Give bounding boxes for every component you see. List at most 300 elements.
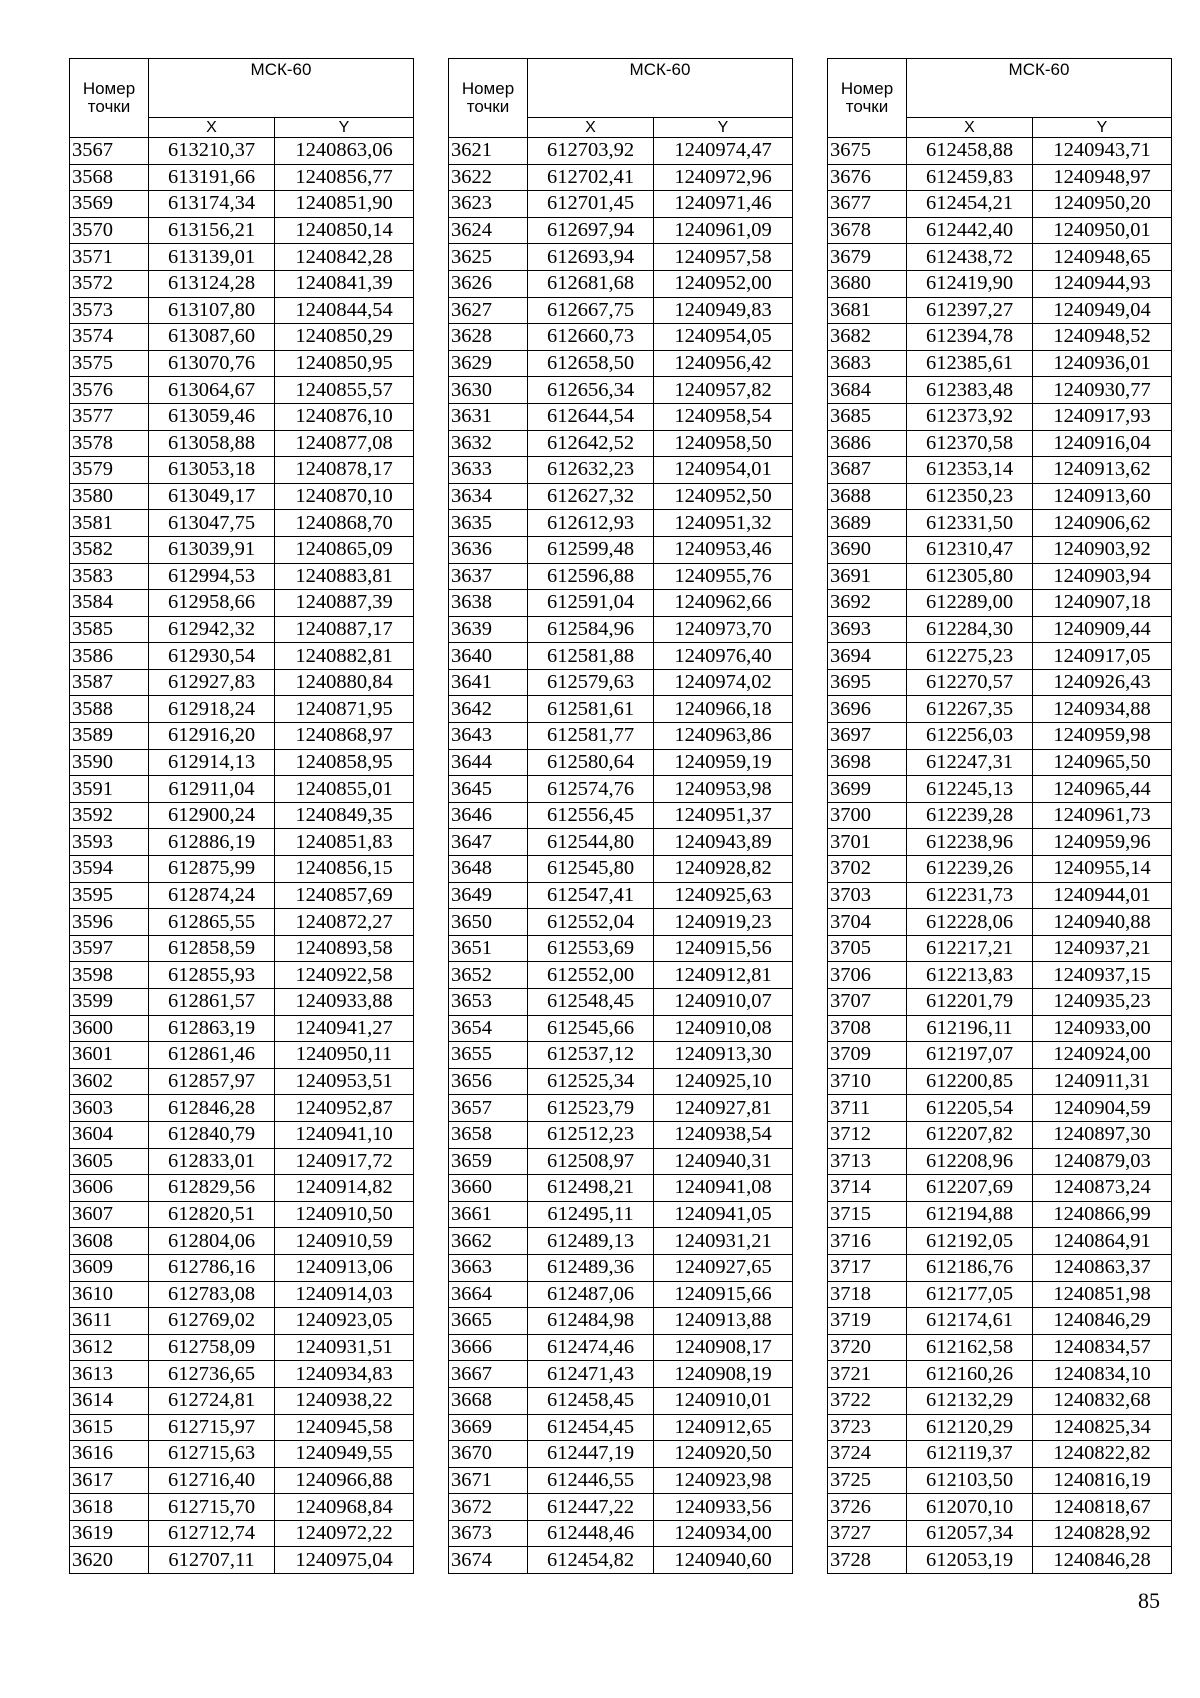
y-coordinate-cell: 1240818,67 (1033, 1494, 1172, 1521)
x-coordinate-cell: 613139,01 (149, 244, 275, 271)
table-row (828, 403, 1172, 430)
y-coordinate-cell: 1240958,50 (654, 430, 793, 457)
x-coordinate-cell: 612247,31 (907, 749, 1033, 776)
x-coordinate-cell: 612612,93 (528, 510, 654, 537)
y-column-header: Y (275, 117, 414, 137)
table-row (828, 1042, 1172, 1069)
y-coordinate-cell: 1240962,66 (654, 590, 793, 617)
x-coordinate-cell: 612373,92 (907, 403, 1033, 430)
point-number-cell: 3672 (449, 1494, 528, 1521)
x-coordinate-cell: 612553,69 (528, 935, 654, 962)
table-row (70, 829, 414, 856)
y-coordinate-cell: 1240906,62 (1033, 510, 1172, 537)
table-row (828, 643, 1172, 670)
table-row (828, 1387, 1172, 1414)
table-row (70, 802, 414, 829)
x-coordinate-cell: 612548,45 (528, 989, 654, 1016)
table-row (70, 1254, 414, 1281)
x-coordinate-cell: 612584,96 (528, 616, 654, 643)
point-number-cell: 3577 (70, 403, 149, 430)
x-coordinate-cell: 613058,88 (149, 430, 275, 457)
point-number-cell: 3683 (828, 350, 907, 377)
x-coordinate-cell: 612865,55 (149, 909, 275, 936)
point-number-cell: 3659 (449, 1148, 528, 1175)
coordinate-system-header: МСК-60 (149, 59, 414, 118)
x-coordinate-cell: 612596,88 (528, 563, 654, 590)
x-coordinate-cell: 612875,99 (149, 856, 275, 883)
y-coordinate-cell: 1240877,08 (275, 430, 414, 457)
x-coordinate-cell: 612498,21 (528, 1175, 654, 1202)
table-row (828, 1201, 1172, 1228)
x-coordinate-cell: 613070,76 (149, 350, 275, 377)
y-coordinate-cell: 1240957,58 (654, 244, 793, 271)
point-number-cell: 3583 (70, 563, 149, 590)
x-coordinate-cell: 612275,23 (907, 643, 1033, 670)
point-number-cell: 3568 (70, 164, 149, 191)
x-coordinate-cell: 612057,34 (907, 1520, 1033, 1547)
y-coordinate-cell: 1240912,65 (654, 1414, 793, 1441)
table-row (449, 1254, 793, 1281)
point-number-cell: 3615 (70, 1414, 149, 1441)
point-number-cell: 3656 (449, 1068, 528, 1095)
x-coordinate-cell: 612205,54 (907, 1095, 1033, 1122)
point-number-cell: 3625 (449, 244, 528, 271)
table-row (70, 696, 414, 723)
y-coordinate-cell: 1240949,55 (275, 1441, 414, 1468)
table-row (449, 457, 793, 484)
x-coordinate-cell: 612627,32 (528, 483, 654, 510)
point-number-cell: 3640 (449, 643, 528, 670)
x-coordinate-cell: 612591,04 (528, 590, 654, 617)
point-number-cell: 3681 (828, 297, 907, 324)
y-coordinate-cell: 1240873,24 (1033, 1175, 1172, 1202)
y-coordinate-cell: 1240856,77 (275, 164, 414, 191)
table-row (828, 882, 1172, 909)
table-row (828, 138, 1172, 165)
table-row (70, 616, 414, 643)
y-coordinate-cell: 1240915,66 (654, 1281, 793, 1308)
y-coordinate-cell: 1240948,97 (1033, 164, 1172, 191)
table-row (828, 1228, 1172, 1255)
y-coordinate-cell: 1240954,05 (654, 324, 793, 351)
point-number-cell: 3634 (449, 483, 528, 510)
point-number-cell: 3707 (828, 989, 907, 1016)
x-coordinate-cell: 612556,45 (528, 802, 654, 829)
table-row (449, 1281, 793, 1308)
x-coordinate-cell: 612208,96 (907, 1148, 1033, 1175)
table-row (828, 164, 1172, 191)
point-number-cell: 3661 (449, 1201, 528, 1228)
x-coordinate-cell: 612846,28 (149, 1095, 275, 1122)
x-coordinate-cell: 612484,98 (528, 1308, 654, 1335)
y-coordinate-cell: 1240956,42 (654, 350, 793, 377)
x-coordinate-cell: 612580,64 (528, 749, 654, 776)
table-row (70, 1228, 414, 1255)
table-row (828, 1015, 1172, 1042)
y-coordinate-cell: 1240904,59 (1033, 1095, 1172, 1122)
point-number-cell: 3721 (828, 1361, 907, 1388)
point-number-cell: 3689 (828, 510, 907, 537)
point-number-cell: 3671 (449, 1467, 528, 1494)
y-coordinate-cell: 1240963,86 (654, 723, 793, 750)
y-coordinate-cell: 1240887,17 (275, 616, 414, 643)
table-row (449, 270, 793, 297)
table-row (828, 483, 1172, 510)
coordinate-table-2 (448, 58, 793, 1574)
y-coordinate-cell: 1240968,84 (275, 1494, 414, 1521)
table-row (828, 324, 1172, 351)
point-number-cell: 3608 (70, 1228, 149, 1255)
point-number-cell: 3638 (449, 590, 528, 617)
table-row (449, 563, 793, 590)
point-number-cell: 3574 (70, 324, 149, 351)
x-coordinate-cell: 612783,08 (149, 1281, 275, 1308)
y-coordinate-cell: 1240910,07 (654, 989, 793, 1016)
y-coordinate-cell: 1240976,40 (654, 643, 793, 670)
point-number-cell: 3646 (449, 802, 528, 829)
x-coordinate-cell: 612701,45 (528, 191, 654, 218)
x-coordinate-cell: 612495,11 (528, 1201, 654, 1228)
table-row (449, 377, 793, 404)
x-coordinate-cell: 612447,22 (528, 1494, 654, 1521)
point-number-cell: 3601 (70, 1042, 149, 1069)
point-number-cell: 3579 (70, 457, 149, 484)
table-row (449, 616, 793, 643)
y-coordinate-cell: 1240934,83 (275, 1361, 414, 1388)
y-coordinate-cell: 1240951,37 (654, 802, 793, 829)
point-number-cell: 3680 (828, 270, 907, 297)
x-coordinate-cell: 612256,03 (907, 723, 1033, 750)
point-number-cell: 3606 (70, 1175, 149, 1202)
x-coordinate-cell: 612207,82 (907, 1121, 1033, 1148)
y-coordinate-cell: 1240940,60 (654, 1547, 793, 1574)
x-column-header: X (149, 117, 275, 137)
x-coordinate-cell: 612715,97 (149, 1414, 275, 1441)
table-row (449, 590, 793, 617)
y-coordinate-cell: 1240924,00 (1033, 1042, 1172, 1069)
x-coordinate-cell: 612454,82 (528, 1547, 654, 1574)
point-number-cell: 3667 (449, 1361, 528, 1388)
point-number-cell: 3674 (449, 1547, 528, 1574)
point-number-cell: 3705 (828, 935, 907, 962)
x-coordinate-cell: 612447,19 (528, 1441, 654, 1468)
y-coordinate-cell: 1240952,50 (654, 483, 793, 510)
table-row (828, 297, 1172, 324)
y-coordinate-cell: 1240941,27 (275, 1015, 414, 1042)
y-coordinate-cell: 1240937,21 (1033, 935, 1172, 962)
x-coordinate-cell: 612911,04 (149, 776, 275, 803)
point-number-cell: 3719 (828, 1308, 907, 1335)
point-number-cell: 3711 (828, 1095, 907, 1122)
point-number-cell: 3686 (828, 430, 907, 457)
y-coordinate-cell: 1240953,51 (275, 1068, 414, 1095)
coordinate-system-header: МСК-60 (907, 59, 1172, 118)
point-number-cell: 3589 (70, 723, 149, 750)
y-coordinate-cell: 1240972,22 (275, 1520, 414, 1547)
y-coordinate-cell: 1240903,94 (1033, 563, 1172, 590)
point-number-cell: 3635 (449, 510, 528, 537)
point-number-cell: 3665 (449, 1308, 528, 1335)
x-coordinate-cell: 612448,46 (528, 1520, 654, 1547)
x-coordinate-cell: 612715,70 (149, 1494, 275, 1521)
y-coordinate-cell: 1240966,18 (654, 696, 793, 723)
table-row (449, 138, 793, 165)
point-number-cell: 3678 (828, 217, 907, 244)
y-coordinate-cell: 1240930,77 (1033, 377, 1172, 404)
table-row (449, 989, 793, 1016)
point-number-cell: 3691 (828, 563, 907, 590)
table-row (70, 882, 414, 909)
y-coordinate-cell: 1240856,15 (275, 856, 414, 883)
y-coordinate-cell: 1240880,84 (275, 669, 414, 696)
y-coordinate-cell: 1240923,05 (275, 1308, 414, 1335)
y-coordinate-cell: 1240849,35 (275, 802, 414, 829)
point-number-cell: 3590 (70, 749, 149, 776)
table-row (70, 377, 414, 404)
y-coordinate-cell: 1240934,00 (654, 1520, 793, 1547)
table-row (449, 1441, 793, 1468)
point-number-cell: 3662 (449, 1228, 528, 1255)
x-coordinate-cell: 612840,79 (149, 1121, 275, 1148)
table-row (70, 1281, 414, 1308)
table-row (449, 935, 793, 962)
y-coordinate-cell: 1240948,65 (1033, 244, 1172, 271)
table-row (449, 1175, 793, 1202)
x-coordinate-cell: 612442,40 (907, 217, 1033, 244)
table-row (828, 377, 1172, 404)
x-coordinate-cell: 612385,61 (907, 350, 1033, 377)
x-coordinate-cell: 612660,73 (528, 324, 654, 351)
x-coordinate-cell: 612120,29 (907, 1414, 1033, 1441)
x-coordinate-cell: 612829,56 (149, 1175, 275, 1202)
y-coordinate-cell: 1240950,11 (275, 1042, 414, 1069)
x-coordinate-cell: 612581,77 (528, 723, 654, 750)
point-number-cell: 3690 (828, 536, 907, 563)
point-number-cell: 3710 (828, 1068, 907, 1095)
y-coordinate-cell: 1240974,47 (654, 138, 793, 165)
point-number-cell: 3594 (70, 856, 149, 883)
point-number-cell: 3617 (70, 1467, 149, 1494)
y-coordinate-cell: 1240973,70 (654, 616, 793, 643)
x-coordinate-cell: 612177,05 (907, 1281, 1033, 1308)
y-coordinate-cell: 1240878,17 (275, 457, 414, 484)
table-row (70, 1015, 414, 1042)
y-coordinate-cell: 1240965,50 (1033, 749, 1172, 776)
x-coordinate-cell: 612508,97 (528, 1148, 654, 1175)
y-coordinate-cell: 1240864,91 (1033, 1228, 1172, 1255)
point-number-cell: 3647 (449, 829, 528, 856)
y-coordinate-cell: 1240828,92 (1033, 1520, 1172, 1547)
y-coordinate-cell: 1240923,98 (654, 1467, 793, 1494)
point-number-cell: 3632 (449, 430, 528, 457)
x-coordinate-cell: 613124,28 (149, 270, 275, 297)
table-row (70, 935, 414, 962)
y-coordinate-cell: 1240913,06 (275, 1254, 414, 1281)
y-coordinate-cell: 1240943,71 (1033, 138, 1172, 165)
y-coordinate-cell: 1240850,14 (275, 217, 414, 244)
table-row (828, 1254, 1172, 1281)
table-row (828, 776, 1172, 803)
x-coordinate-cell: 612231,73 (907, 882, 1033, 909)
x-coordinate-cell: 612545,80 (528, 856, 654, 883)
table-row (828, 1520, 1172, 1547)
x-coordinate-cell: 612930,54 (149, 643, 275, 670)
point-number-cell: 3620 (70, 1547, 149, 1574)
table-row (449, 1201, 793, 1228)
table-row (70, 1334, 414, 1361)
table-row (828, 962, 1172, 989)
x-coordinate-cell: 612419,90 (907, 270, 1033, 297)
table-row (70, 776, 414, 803)
x-coordinate-cell: 612194,88 (907, 1201, 1033, 1228)
x-coordinate-cell: 612736,65 (149, 1361, 275, 1388)
point-number-cell: 3609 (70, 1254, 149, 1281)
table-row (828, 1121, 1172, 1148)
x-coordinate-cell: 612715,63 (149, 1441, 275, 1468)
table-row (70, 1308, 414, 1335)
y-coordinate-cell: 1240913,60 (1033, 483, 1172, 510)
point-number-cell: 3679 (828, 244, 907, 271)
x-coordinate-cell: 612438,72 (907, 244, 1033, 271)
y-coordinate-cell: 1240858,95 (275, 749, 414, 776)
y-coordinate-cell: 1240868,70 (275, 510, 414, 537)
x-coordinate-cell: 612942,32 (149, 616, 275, 643)
table-row (70, 403, 414, 430)
x-coordinate-cell: 612228,06 (907, 909, 1033, 936)
table-row (449, 643, 793, 670)
y-coordinate-cell: 1240855,57 (275, 377, 414, 404)
point-number-cell: 3571 (70, 244, 149, 271)
table-row (449, 1520, 793, 1547)
point-number-cell: 3673 (449, 1520, 528, 1547)
point-number-cell: 3701 (828, 829, 907, 856)
x-coordinate-cell: 612702,41 (528, 164, 654, 191)
x-coordinate-cell: 613049,17 (149, 483, 275, 510)
point-number-cell: 3643 (449, 723, 528, 750)
x-coordinate-cell: 612284,30 (907, 616, 1033, 643)
point-number-cell: 3682 (828, 324, 907, 351)
y-coordinate-cell: 1240961,73 (1033, 802, 1172, 829)
point-number-cell: 3614 (70, 1387, 149, 1414)
x-coordinate-cell: 612471,43 (528, 1361, 654, 1388)
table-row (828, 935, 1172, 962)
y-coordinate-cell: 1240943,89 (654, 829, 793, 856)
coordinate-system-header: МСК-60 (528, 59, 793, 118)
point-number-cell: 3702 (828, 856, 907, 883)
x-coordinate-cell: 612267,35 (907, 696, 1033, 723)
point-number-cell: 3698 (828, 749, 907, 776)
table-row (70, 909, 414, 936)
table-row (70, 563, 414, 590)
y-coordinate-cell: 1240850,95 (275, 350, 414, 377)
x-coordinate-cell: 612103,50 (907, 1467, 1033, 1494)
table-row (828, 856, 1172, 883)
y-coordinate-cell: 1240909,44 (1033, 616, 1172, 643)
point-number-cell: 3572 (70, 270, 149, 297)
table-row (70, 457, 414, 484)
point-number-cell: 3653 (449, 989, 528, 1016)
point-number-cell: 3718 (828, 1281, 907, 1308)
x-coordinate-cell: 612245,13 (907, 776, 1033, 803)
x-coordinate-cell: 613064,67 (149, 377, 275, 404)
point-number-cell: 3669 (449, 1414, 528, 1441)
x-coordinate-cell: 612487,06 (528, 1281, 654, 1308)
table-row (70, 324, 414, 351)
y-coordinate-cell: 1240928,82 (654, 856, 793, 883)
point-number-cell: 3727 (828, 1520, 907, 1547)
point-number-cell: 3576 (70, 377, 149, 404)
y-coordinate-cell: 1240842,28 (275, 244, 414, 271)
x-coordinate-cell: 612547,41 (528, 882, 654, 909)
x-coordinate-cell: 612712,74 (149, 1520, 275, 1547)
table-row (70, 643, 414, 670)
table-row (828, 510, 1172, 537)
y-coordinate-cell: 1240940,88 (1033, 909, 1172, 936)
y-coordinate-cell: 1240865,09 (275, 536, 414, 563)
point-number-cell: 3630 (449, 377, 528, 404)
x-coordinate-cell: 612642,52 (528, 430, 654, 457)
x-coordinate-cell: 612804,06 (149, 1228, 275, 1255)
x-coordinate-cell: 612574,76 (528, 776, 654, 803)
table-row (70, 217, 414, 244)
x-coordinate-cell: 612217,21 (907, 935, 1033, 962)
y-coordinate-cell: 1240834,10 (1033, 1361, 1172, 1388)
y-column-header: Y (654, 117, 793, 137)
point-number-cell: 3582 (70, 536, 149, 563)
y-coordinate-cell: 1240868,97 (275, 723, 414, 750)
x-coordinate-cell: 612489,36 (528, 1254, 654, 1281)
point-number-cell: 3592 (70, 802, 149, 829)
x-coordinate-cell: 612656,34 (528, 377, 654, 404)
table-row (70, 244, 414, 271)
y-coordinate-cell: 1240959,19 (654, 749, 793, 776)
point-number-cell: 3722 (828, 1387, 907, 1414)
point-number-cell: 3628 (449, 324, 528, 351)
y-coordinate-cell: 1240925,63 (654, 882, 793, 909)
table-row (70, 749, 414, 776)
point-number-cell: 3584 (70, 590, 149, 617)
y-coordinate-cell: 1240871,95 (275, 696, 414, 723)
y-coordinate-cell: 1240911,31 (1033, 1068, 1172, 1095)
table-row (828, 191, 1172, 218)
table-row (70, 1121, 414, 1148)
table-row (828, 1361, 1172, 1388)
y-coordinate-cell: 1240927,65 (654, 1254, 793, 1281)
point-number-cell: 3613 (70, 1361, 149, 1388)
y-coordinate-cell: 1240931,51 (275, 1334, 414, 1361)
y-coordinate-cell: 1240822,82 (1033, 1441, 1172, 1468)
x-coordinate-cell: 612599,48 (528, 536, 654, 563)
x-coordinate-cell: 612239,26 (907, 856, 1033, 883)
x-coordinate-cell: 612861,57 (149, 989, 275, 1016)
y-coordinate-cell: 1240971,46 (654, 191, 793, 218)
y-coordinate-cell: 1240863,37 (1033, 1254, 1172, 1281)
point-number-cell: 3700 (828, 802, 907, 829)
table-row (70, 138, 414, 165)
point-number-cell: 3676 (828, 164, 907, 191)
y-coordinate-cell: 1240907,18 (1033, 590, 1172, 617)
y-coordinate-cell: 1240937,15 (1033, 962, 1172, 989)
point-number-cell: 3603 (70, 1095, 149, 1122)
x-coordinate-cell: 612855,93 (149, 962, 275, 989)
table-row (449, 1308, 793, 1335)
coordinate-table-3 (827, 58, 1172, 1574)
x-coordinate-cell: 612552,00 (528, 962, 654, 989)
y-coordinate-cell: 1240927,81 (654, 1095, 793, 1122)
point-number-cell: 3692 (828, 590, 907, 617)
x-coordinate-cell: 613210,37 (149, 138, 275, 165)
point-number-cell: 3578 (70, 430, 149, 457)
